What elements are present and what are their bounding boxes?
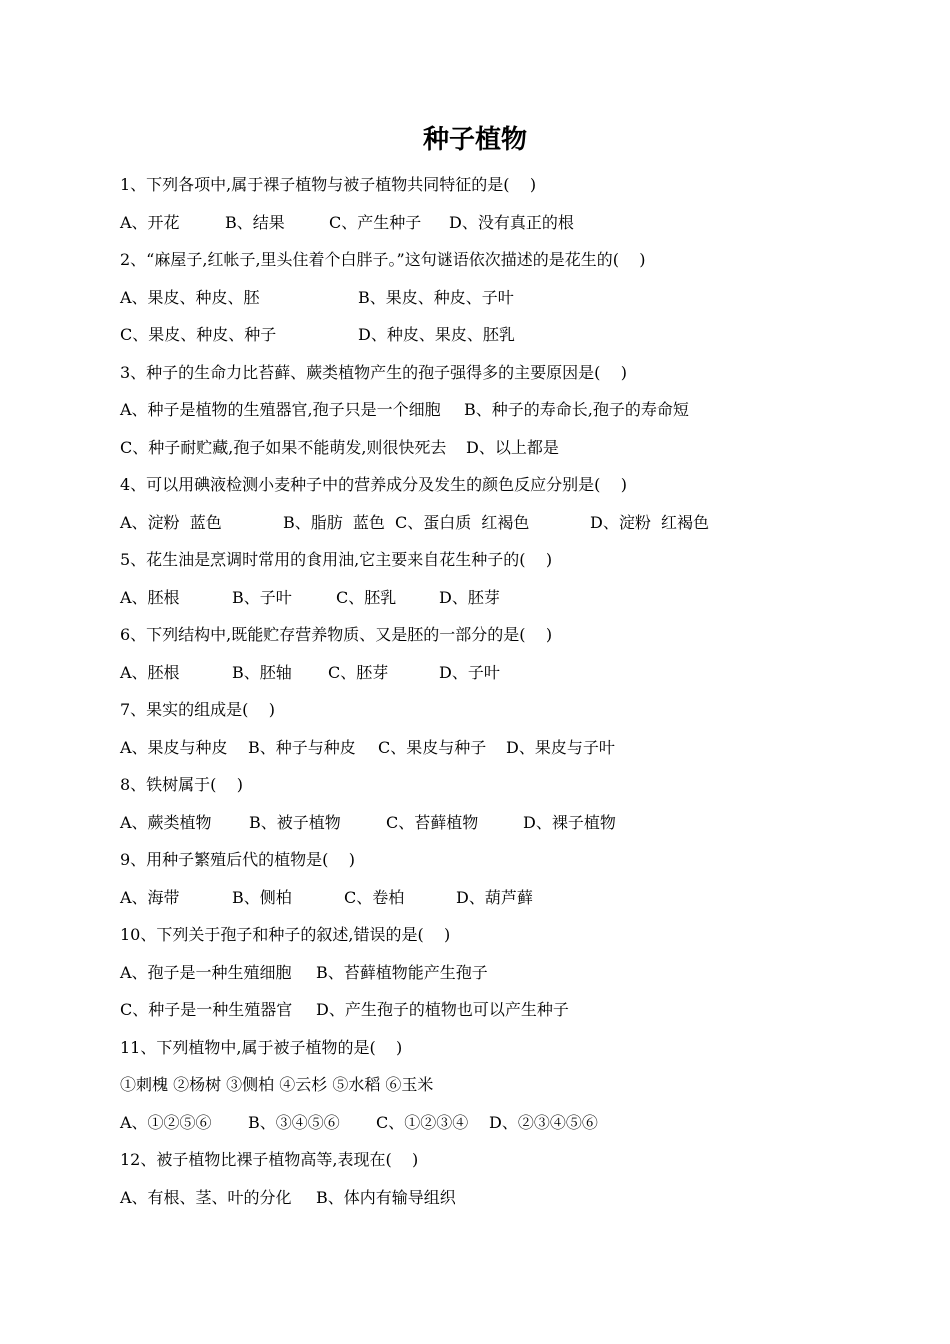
- option-d: D、种皮、果皮、胚乳: [358, 325, 515, 344]
- question-6-stem: 6、下列结构中,既能贮存营养物质、又是胚的一部分的是( ): [120, 625, 553, 644]
- option-a: A、开花: [120, 212, 180, 232]
- question-2-options-row2: [120, 324, 840, 362]
- option-c: C、种子耐贮藏,孢子如果不能萌发,则很快死去: [120, 437, 447, 457]
- option-d: D、葫芦藓: [456, 887, 533, 907]
- option-a: A、海带: [120, 887, 180, 907]
- question-10-options-row2: [120, 999, 840, 1037]
- question-9-stem: 9、用种子繁殖后代的植物是( ): [120, 850, 356, 869]
- option-a: A、种子是植物的生殖器官,孢子只是一个细胞: [120, 400, 441, 419]
- option-b: B、③④⑤⑥: [248, 1112, 340, 1132]
- question-7-options: [120, 737, 840, 775]
- option-d: D、子叶: [439, 662, 500, 682]
- question-12-stem: 12、被子植物比裸子植物高等,表现在( ): [120, 1150, 419, 1169]
- option-c: C、蛋白质 红褐色: [395, 512, 530, 532]
- option-b: B、苔藓植物能产生孢子: [316, 962, 488, 982]
- question-3-options-row2: [120, 437, 840, 475]
- option-a: A、果皮与种皮: [120, 737, 228, 757]
- option-a: A、有根、茎、叶的分化: [120, 1187, 292, 1207]
- option-c: C、苔藓植物: [386, 812, 479, 832]
- option-d: D、以上都是: [466, 437, 559, 457]
- option-c: C、果皮与种子: [378, 737, 487, 757]
- question-11-stem: 11、下列植物中,属于被子植物的是( ): [120, 1037, 403, 1057]
- option-c: C、胚乳: [336, 587, 397, 607]
- question-3-stem: 3、种子的生命力比苔藓、蕨类植物产生的孢子强得多的主要原因是( ): [120, 362, 628, 382]
- question-5-stem: 5、花生油是烹调时常用的食用油,它主要来自花生种子的( ): [120, 550, 553, 569]
- option-a: A、孢子是一种生殖细胞: [120, 962, 292, 982]
- option-b: B、被子植物: [249, 812, 341, 832]
- option-b: B、脂肪 蓝色: [283, 512, 385, 532]
- option-c: C、胚芽: [328, 662, 389, 682]
- question-list: [120, 174, 840, 1224]
- question-5-options: [120, 587, 840, 625]
- option-b: B、结果: [225, 212, 285, 232]
- option-d: D、裸子植物: [523, 812, 616, 832]
- option-c: C、果皮、种皮、种子: [120, 325, 277, 344]
- question-3-options-row1: [120, 399, 840, 437]
- option-d: D、产生孢子的植物也可以产生种子: [316, 1000, 569, 1019]
- question-8-stem: 8、铁树属于( ): [120, 775, 244, 794]
- option-d: D、胚芽: [439, 587, 500, 607]
- option-d: D、②③④⑤⑥: [489, 1112, 598, 1132]
- option-b: B、侧柏: [232, 887, 292, 907]
- question-9-options: [120, 887, 840, 925]
- page-title: 种子植物: [422, 125, 527, 155]
- option-d: D、果皮与子叶: [506, 737, 615, 757]
- option-b: B、胚轴: [232, 662, 292, 682]
- option-b: B、果皮、种皮、子叶: [358, 287, 514, 307]
- question-10-stem: 10、下列关于孢子和种子的叙述,错误的是( ): [120, 925, 451, 944]
- question-6-options: [120, 662, 840, 700]
- question-2-options-row1: [120, 287, 840, 325]
- option-a: A、胚根: [120, 587, 180, 607]
- question-1-options: [120, 212, 840, 250]
- question-12-options: [120, 1187, 840, 1225]
- option-c: C、①②③④: [376, 1112, 469, 1132]
- question-4-stem: 4、可以用碘液检测小麦种子中的营养成分及发生的颜色反应分别是( ): [120, 475, 628, 494]
- question-10-options-row1: [120, 962, 840, 1000]
- option-b: B、子叶: [232, 587, 292, 607]
- option-c: C、产生种子: [329, 212, 422, 232]
- question-4-options: [120, 512, 840, 550]
- option-b: B、种子的寿命长,孢子的寿命短: [464, 400, 689, 419]
- question-11-options: [120, 1112, 840, 1150]
- question-7-stem: 7、果实的组成是( ): [120, 700, 276, 719]
- question-11-items: ①刺槐 ②杨树 ③侧柏 ④云杉 ⑤水稻 ⑥玉米: [120, 1075, 434, 1094]
- option-a: A、蕨类植物: [120, 812, 212, 832]
- option-d: D、淀粉 红褐色: [590, 512, 710, 532]
- option-a: A、淀粉 蓝色: [120, 512, 222, 532]
- option-a: A、胚根: [120, 662, 180, 682]
- option-c: C、种子是一种生殖器官: [120, 1000, 293, 1019]
- option-a: A、①②⑤⑥: [120, 1112, 212, 1132]
- question-1-stem: 1、下列各项中,属于裸子植物与被子植物共同特征的是( ): [120, 175, 537, 194]
- option-a: A、果皮、种皮、胚: [120, 287, 260, 307]
- option-c: C、卷柏: [344, 887, 405, 907]
- option-b: B、体内有输导组织: [316, 1187, 456, 1207]
- question-8-options: [120, 812, 840, 850]
- question-2-stem: 2、“麻屋子,红帐子,里头住着个白胖子。”这句谜语依次描述的是花生的( ): [120, 250, 646, 269]
- option-b: B、种子与种皮: [248, 737, 356, 757]
- option-d: D、没有真正的根: [449, 212, 574, 232]
